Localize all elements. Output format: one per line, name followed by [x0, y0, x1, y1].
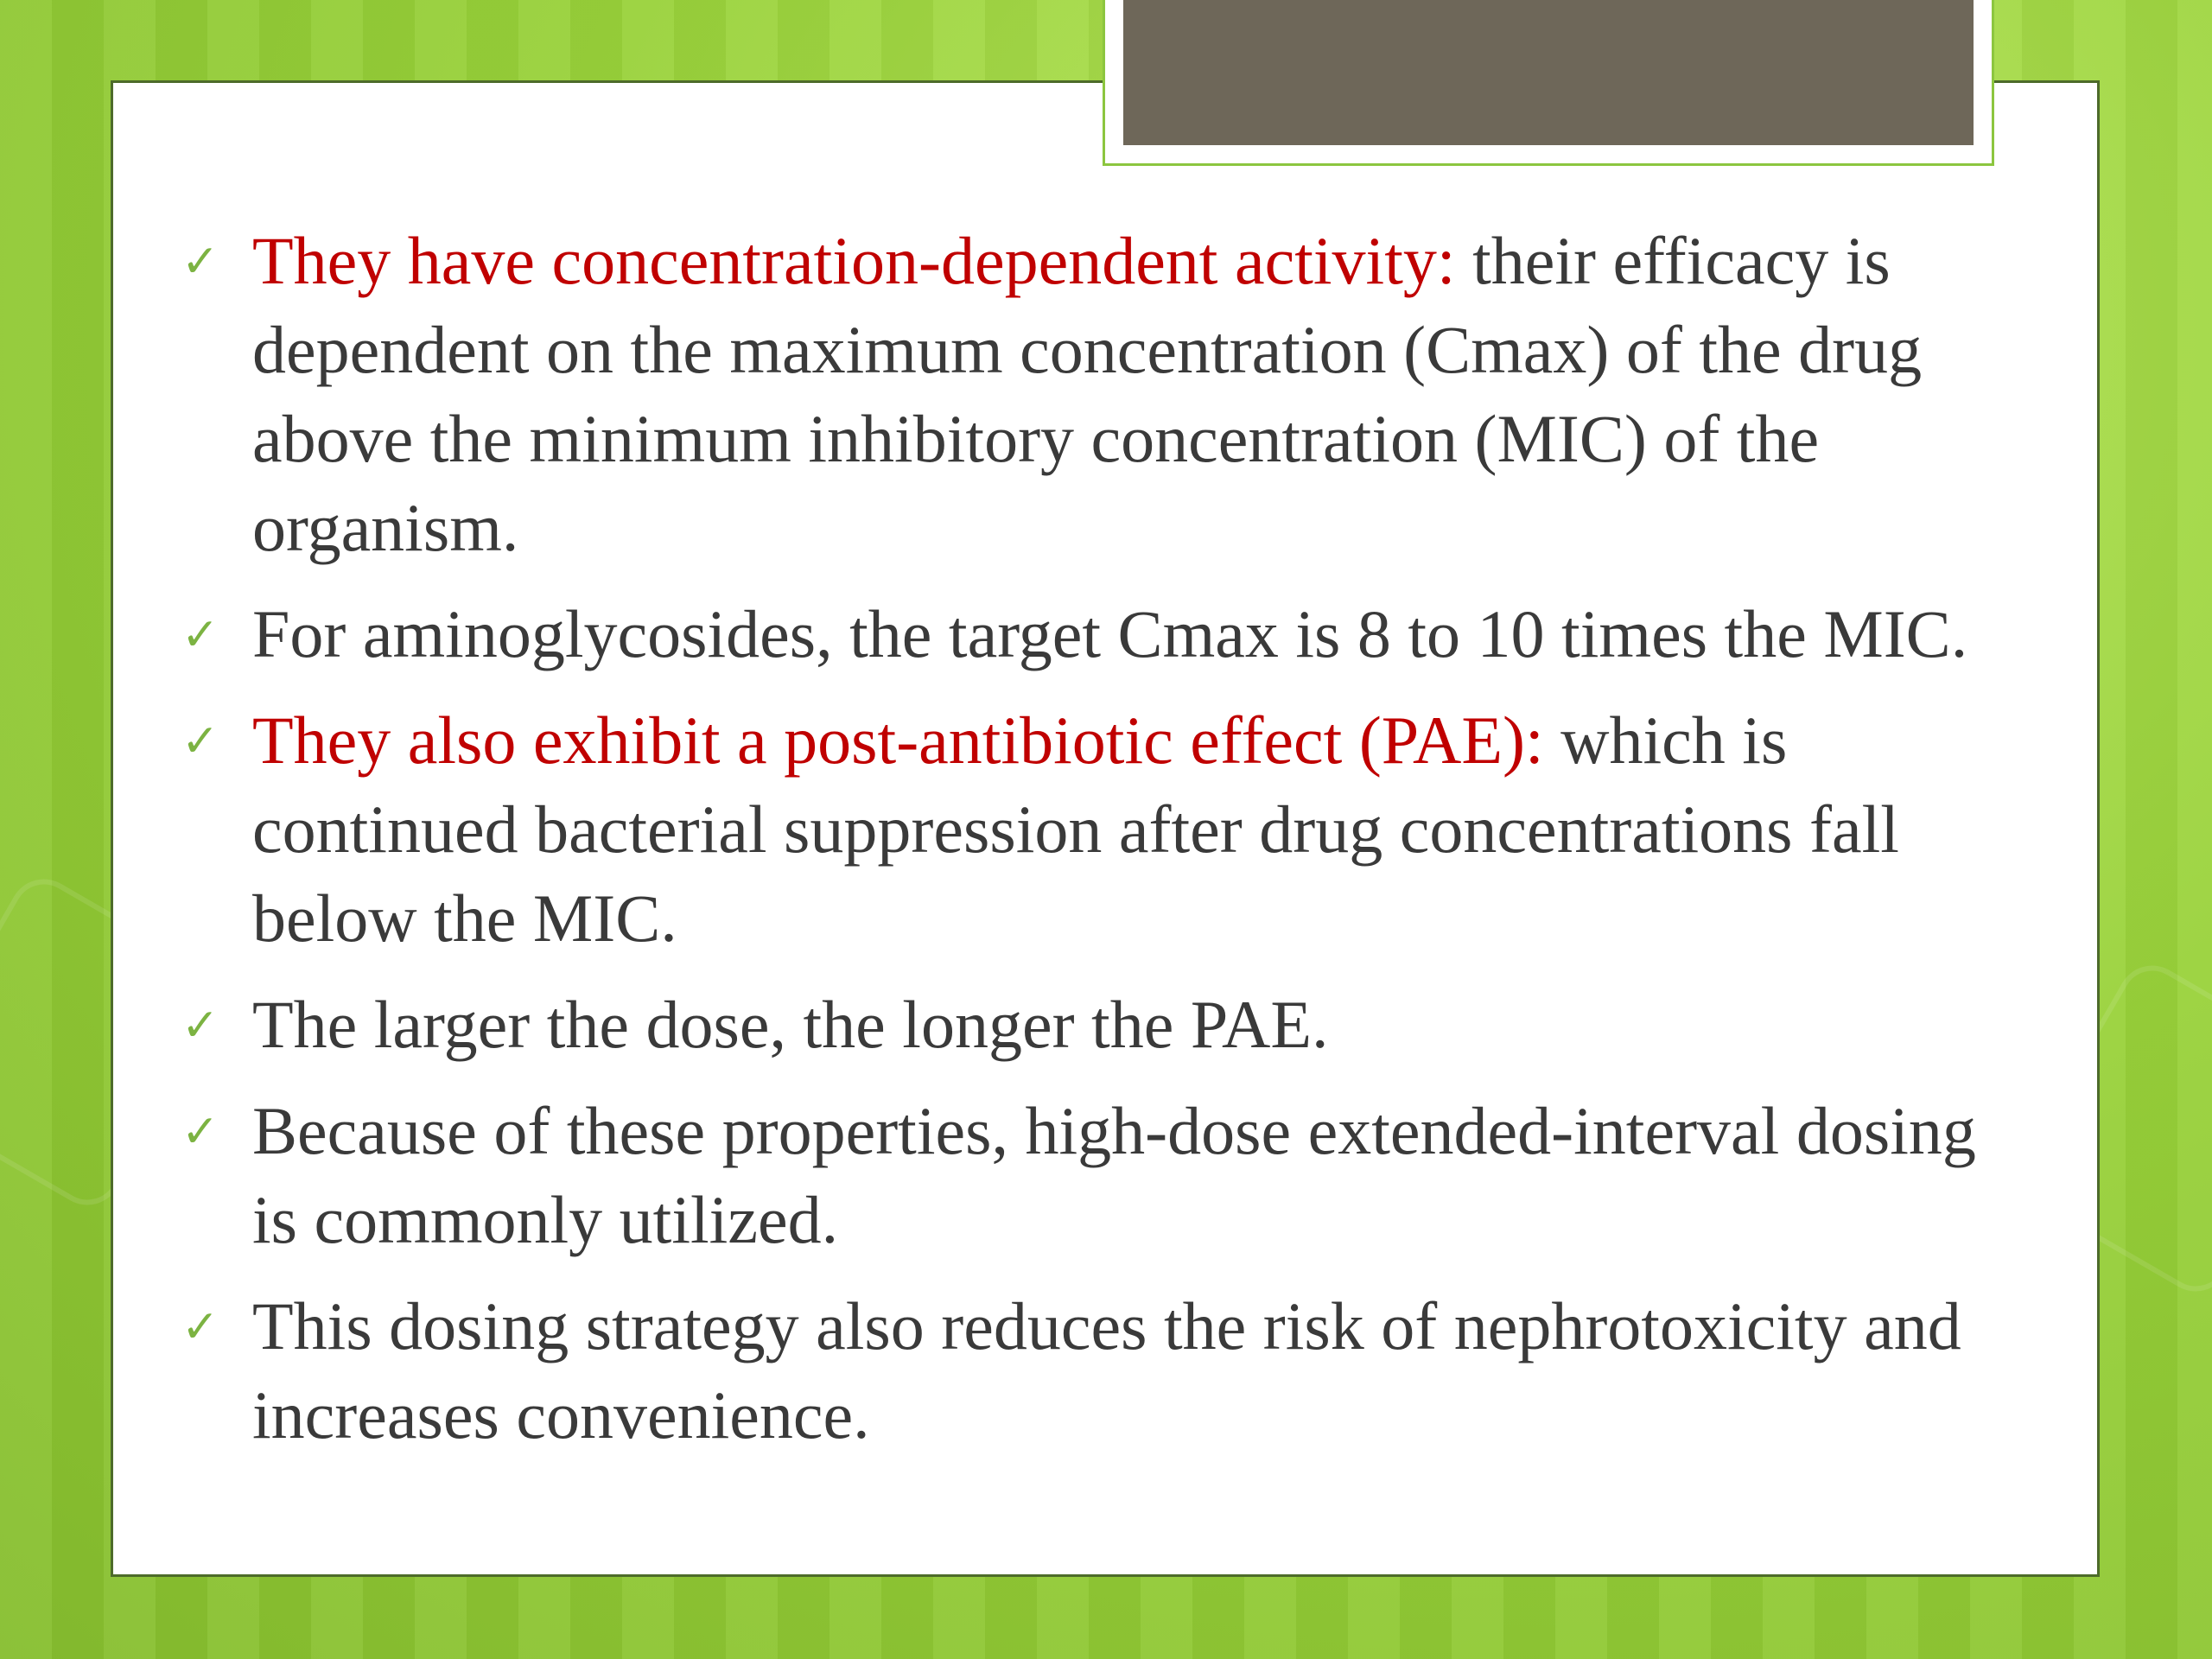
- bullet-text: their efficacy is dependent on the maximum concentration (Cmax) of the drug above the minimum inhibitory concentration (MIC) of the organism.: [252, 223, 1923, 565]
- check-icon: ✓: [181, 609, 219, 661]
- bullet-text: which is continued bacterial suppression after drug concentrations fall below the MIC.: [252, 702, 1899, 956]
- bullet-list: [181, 216, 2031, 1477]
- check-icon: ✓: [181, 236, 219, 288]
- title-box: [1123, 0, 1974, 145]
- bullet-item: [181, 1281, 2031, 1459]
- bullet-text: This dosing strategy also reduces the risk of nephrotoxicity and increases convenience.: [252, 1288, 1961, 1452]
- bullet-item: [181, 980, 2031, 1069]
- check-icon: ✓: [181, 715, 219, 767]
- check-icon: ✓: [181, 1301, 219, 1353]
- bullet-text: Because of these properties, high-dose extended-interval dosing is commonly utilized.: [252, 1093, 1976, 1257]
- bullet-text: For aminoglycosides, the target Cmax is 8 to 10 times the MIC.: [252, 596, 1968, 671]
- bullet-highlight: They also exhibit a post-antibiotic effect (PAE):: [252, 702, 1544, 778]
- check-icon: ✓: [181, 1106, 219, 1158]
- bullet-text: The larger the dose, the longer the PAE.: [252, 987, 1329, 1062]
- bullet-item: [181, 696, 2031, 963]
- check-icon: ✓: [181, 1000, 219, 1052]
- bullet-highlight: They have concentration-dependent activity:: [252, 223, 1456, 298]
- bullet-item: [181, 589, 2031, 678]
- bullet-item: [181, 216, 2031, 572]
- bullet-item: [181, 1086, 2031, 1264]
